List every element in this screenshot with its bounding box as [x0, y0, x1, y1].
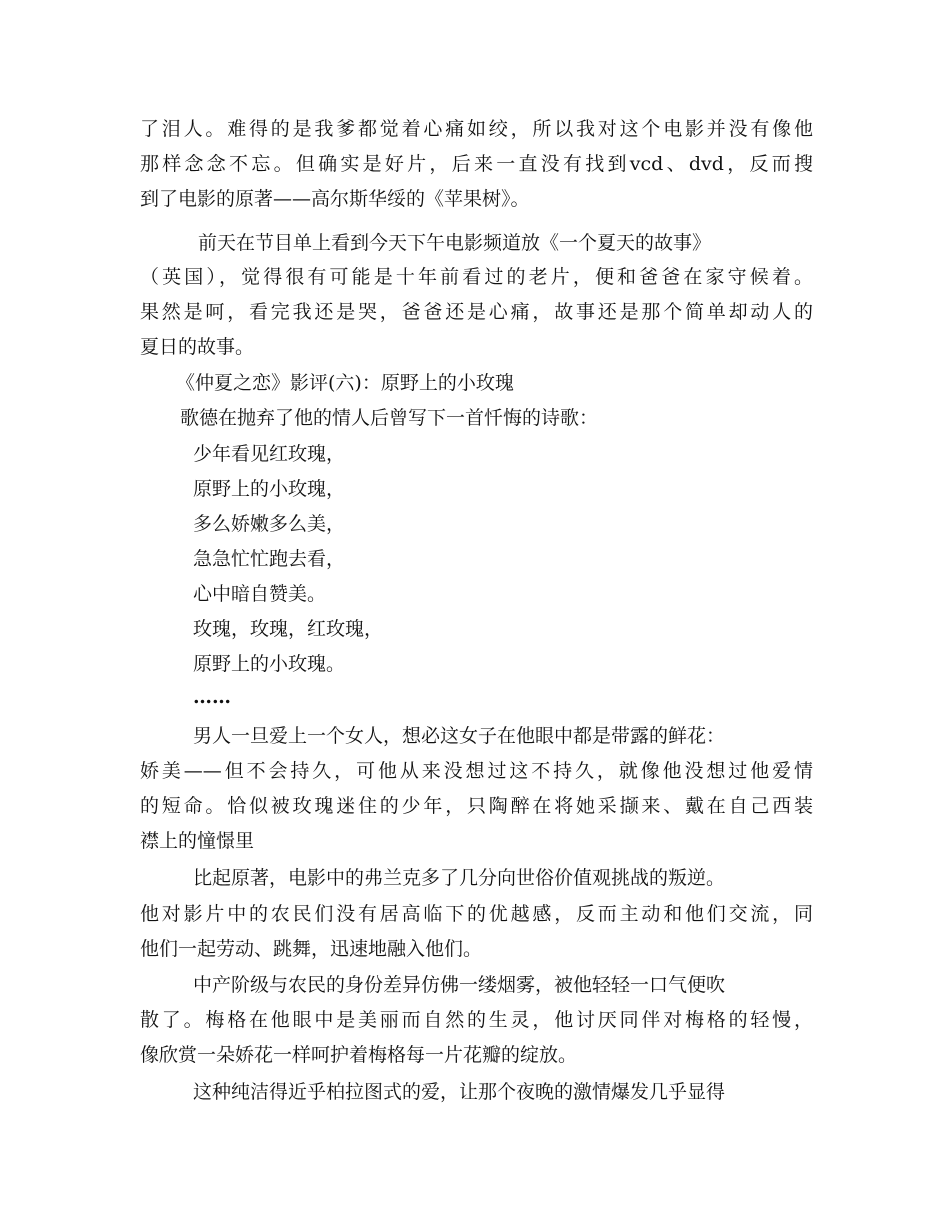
body-line: 那样念念不忘。但确实是好片，后来一直没有找到vcd、dvd，反而搜	[140, 153, 813, 175]
poem-line: 急急忙忙跑去看，	[193, 548, 346, 570]
body-line: 他们一起劳动、跳舞，迅速地融入他们。	[140, 938, 483, 960]
body-line: 比起原著，电影中的弗兰克多了几分向世俗价值观挑战的叛逆。	[193, 867, 726, 889]
body-line: 他对影片中的农民们没有居高临下的优越感，反而主动和他们交流，同	[140, 903, 813, 925]
section-heading: 《仲夏之恋》影评(六)：原野上的小玫瑰	[176, 372, 514, 394]
body-line: 了泪人。难得的是我爹都觉着心痛如绞，所以我对这个电影并没有像他	[140, 118, 813, 140]
body-line: 歌德在抛弃了他的情人后曾写下一首忏悔的诗歌：	[180, 407, 599, 429]
body-line: 到了电影的原著——高尔斯华绥的《苹果树》。	[140, 188, 530, 210]
poem-line: 玫瑰，玫瑰，红玫瑰，	[193, 618, 384, 640]
poem-ellipsis: ……	[193, 686, 231, 708]
poem-line: 多么娇嫩多么美，	[193, 513, 346, 535]
poem-line: 原野上的小玫瑰。	[193, 653, 346, 675]
body-line: 中产阶级与农民的身份差异仿佛一缕烟雾，被他轻轻一口气便吹	[193, 974, 726, 996]
poem-line: 少年看见红玫瑰，	[193, 443, 346, 465]
body-line: （英国），觉得很有可能是十年前看过的老片，便和爸爸在家守候着。	[140, 266, 813, 288]
poem-line: 心中暗自赞美。	[193, 583, 327, 605]
body-line: 前天在节目单上看到今天下午电影频道放《一个夏天的故事》	[198, 232, 712, 254]
body-line: 夏日的故事。	[140, 336, 255, 358]
body-line: 散了。梅格在他眼中是美丽而自然的生灵，他讨厌同伴对梅格的轻慢，	[140, 1009, 813, 1031]
body-line: 果然是呵，看完我还是哭，爸爸还是心痛，故事还是那个简单却动人的	[140, 301, 813, 323]
body-line: 的短命。恰似被玫瑰迷住的少年，只陶醉在将她采撷来、戴在自己西装	[140, 795, 813, 817]
poem-line: 原野上的小玫瑰，	[193, 478, 346, 500]
body-line: 像欣赏一朵娇花一样呵护着梅格每一片花瓣的绽放。	[140, 1044, 578, 1066]
body-line: 男人一旦爱上一个女人，想必这女子在他眼中都是带露的鲜花：	[193, 725, 726, 747]
body-line: 这种纯洁得近乎柏拉图式的爱，让那个夜晚的激情爆发几乎显得	[193, 1081, 726, 1103]
body-line: 娇美——但不会持久，可他从来没想过这不持久，就像他没想过他爱情	[140, 760, 813, 782]
body-line: 襟上的憧憬里	[140, 830, 255, 852]
